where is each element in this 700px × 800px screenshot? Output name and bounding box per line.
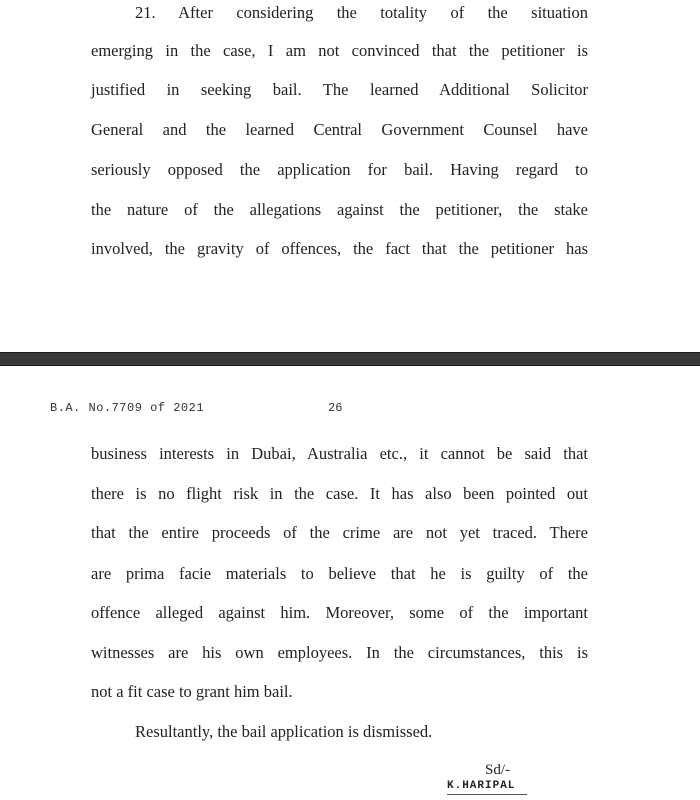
signature-mark: Sd/- (485, 762, 511, 778)
paragraph-line: not a fit case to grant him bail. (91, 682, 293, 701)
paragraph-line: emerging in the case, I am not convinced that the petitioner is (91, 41, 588, 60)
document-page-upper (0, 0, 700, 352)
conclusion-text: Resultantly, the bail application is dismissed. (135, 722, 433, 741)
paragraph-line: are prima facie materials to believe that he is guilty of the (91, 564, 588, 583)
paragraph-line: there is no flight risk in the case. It has also been pointed out (91, 484, 588, 503)
paragraph-line: justified in seeking bail. The learned Additional Solicitor (91, 80, 588, 99)
paragraph-line: involved, the gravity of offences, the fact that the petitioner has (91, 239, 588, 258)
page-number: 26 (328, 401, 343, 415)
signature-underline (447, 794, 527, 795)
page-break-divider (0, 352, 700, 366)
paragraph-line: General and the learned Central Government Counsel have (91, 120, 588, 139)
paragraph-line: witnesses are his own employees. In the circumstances, this is (91, 643, 588, 662)
paragraph-line: business interests in Dubai, Australia etc., it cannot be said that (91, 444, 588, 463)
paragraph-line: 21. After considering the totality of the situation (135, 3, 588, 22)
paragraph-line: that the entire proceeds of the crime are not yet traced. There (91, 523, 588, 542)
paragraph-line: seriously opposed the application for bail. Having regard to (91, 160, 588, 179)
paragraph-line: offence alleged against him. Moreover, some of the important (91, 603, 588, 622)
judge-name: K.HARIPAL (447, 780, 516, 792)
case-number-header: B.A. No.7709 of 2021 (50, 401, 205, 415)
paragraph-line: the nature of the allegations against the petitioner, the stake (91, 200, 588, 219)
